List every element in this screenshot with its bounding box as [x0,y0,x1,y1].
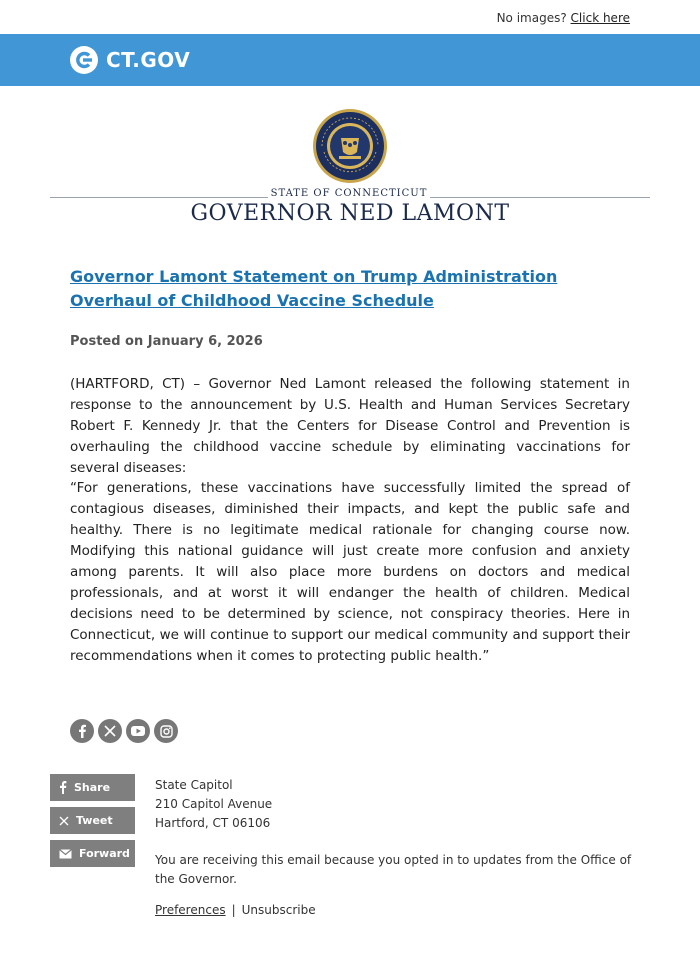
office-address [155,776,272,833]
state-line: STATE OF CONNECTICUT [270,188,428,199]
governor-seal-icon [312,108,388,184]
address-line-1: State Capitol [155,778,233,792]
article-paragraph-1: (HARTFORD, CT) – Governor Ned Lamont released the following statement in response to the announcement by U.S. Health and Human Services Secretary Robert F. Kennedy Jr. that the Centers for Disease Control and Prevention is overhauling the childhood vaccine schedule by eliminating vaccinations for several diseases: [70,376,630,476]
share-button[interactable] [50,774,135,801]
preferences-link[interactable]: Preferences [155,903,226,917]
footer-links [155,903,316,917]
view-online-link[interactable]: Click here [570,11,630,25]
youtube-icon[interactable] [126,719,150,743]
posted-date: Posted on January 6, 2026 [70,334,263,349]
ct-gov-logo[interactable] [70,45,190,75]
social-links [70,719,178,743]
envelope-icon [59,849,72,859]
facebook-icon[interactable] [70,719,94,743]
footer-separator: | [231,903,236,917]
facebook-icon [59,781,67,794]
tweet-label: Tweet [76,814,113,827]
header-banner [0,34,700,86]
article-headline-link[interactable]: Governor Lamont Statement on Trump Administration Overhaul of Childhood Vaccine Schedule [70,267,558,310]
preheader-text: No images? [496,11,567,25]
tweet-button[interactable] [50,807,135,834]
address-line-2: 210 Capitol Avenue [155,797,273,811]
ct-logo-icon [70,46,98,74]
address-line-3: Hartford, CT 06106 [155,816,271,830]
ct-logo-text: CT.GOV [106,48,191,72]
preheader [497,11,630,25]
opt-in-note: You are receiving this email because you opted in to updates from the Office of the Governor. [155,853,632,886]
governor-name: GOVERNOR NED LAMONT [190,201,510,226]
share-label: Share [74,781,111,794]
instagram-icon[interactable] [154,719,178,743]
unsubscribe-link[interactable]: Unsubscribe [241,903,316,917]
forward-button[interactable] [50,840,135,867]
x-icon[interactable] [98,719,122,743]
header-rule-right [430,197,650,198]
header-rule-left [50,197,268,198]
forward-label: Forward [79,847,130,860]
x-icon [59,816,69,826]
article-paragraph-2: “For generations, these vaccinations have successfully limited the spread of contagious diseases, diminished their impacts, and kept the public safe and healthy. There is no legitimate medical rationale for changing course now. Modifying this national guidance will just create more confusion and anxiety among parents. It will also place more burdens on doctors and medical professionals, and at worst it will endanger the health of children. Medical decisions need to be determined by science, not conspiracy theories. Here in Connecticut, we will continue to support our medical community and support their recommendations when it comes to protecting public health.” [70,480,630,664]
